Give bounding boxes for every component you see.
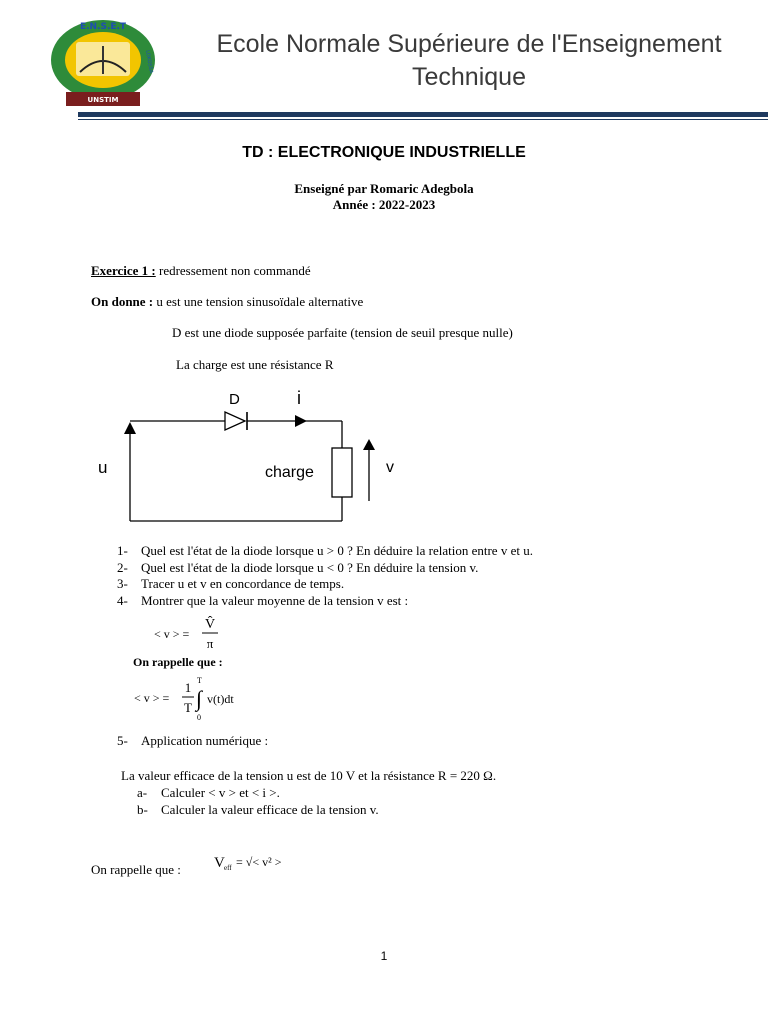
svg-text:= √< v² >: = √< v² > [236,855,282,869]
svg-text:V: V [214,855,225,871]
page-number: 1 [380,949,388,963]
mean-value-formula [150,612,240,654]
resistor-symbol [332,448,352,497]
enset-logo-icon [46,16,160,112]
final-reminder-label: On rappelle que : [91,862,181,877]
given-text-1: u est une tension sinusoïdale alternative [153,294,364,309]
given-line-1 [91,294,363,310]
question-item: 4- Montrer que la valeur moyenne de la tension v est : [117,592,409,608]
svg-text:1: 1 [184,680,192,695]
given-label: On donne : [91,294,154,309]
svg-text:v(t)dt: v(t)dt [207,692,234,706]
question-list [117,543,533,609]
svg-text:< v > =: < v > = [134,691,170,705]
current-arrow-icon [295,415,307,427]
label-u: u [98,458,108,477]
svg-text:eff: eff [224,864,232,872]
document-title: TD : ELECTRONIQUE INDUSTRIELLE [242,144,526,161]
label-charge: charge [265,464,314,481]
svg-text:T: T [184,700,192,715]
integral-formula [130,676,240,722]
logo-text-top: E.N.S.E.T [79,22,127,32]
svg-text:T: T [197,676,202,685]
rms-formula [210,850,310,874]
question-item: 1- Quel est l'état de la diode lorsque u > 0 ? En déduire la relation entre v et u. [117,543,533,558]
exercise-heading [91,263,311,279]
application-statement: La valeur efficace de la tension u est de 10 V et la résistance R = 220 Ω. [121,768,497,783]
svg-text:V̂: V̂ [204,617,216,632]
rectifier-circuit-diagram [90,384,430,529]
reminder-label: On rappelle que : [133,655,223,669]
v-arrow-icon [363,439,375,450]
svg-text:π: π [206,636,214,651]
question-item: 2- Quel est l'état de la diode lorsque u < 0 ? En déduire la tension v. [117,559,479,575]
application-heading: 5- Application numérique : [117,733,269,748]
svg-text:< v > =: < v > = [154,627,190,641]
exercise-topic: redressement non commandé [155,263,311,278]
question-item: 3- Tracer u et v en concordance de temps. [117,576,345,591]
label-v: v [386,459,394,476]
logo-text-bottom: UNSTIM [87,96,119,104]
given-text-2: D est une diode supposée parfaite (tension de seuil presque nulle) [172,325,513,340]
svg-text:0: 0 [197,713,201,722]
teacher-line: Enseigné par Romaric Adegbola [294,181,474,196]
label-D: D [229,391,240,408]
year-line: Année : 2022-2023 [332,197,436,212]
application-item-b: b- Calculer la valeur efficace de la tension v. [137,802,379,817]
exercise-label: Exercice 1 : [91,263,156,278]
u-arrow-icon [124,422,136,434]
label-i: i [297,388,301,408]
header-divider-thin [78,119,768,120]
logo-text-side: LOKOSSA [144,49,154,74]
application-item-a: a- Calculer < v > et < i >. [137,785,280,800]
given-text-3: La charge est une résistance R [176,357,334,372]
diode-symbol [225,412,247,430]
integral-sign-icon: ∫ [196,686,203,711]
school-title: Ecole Normale Supérieure de l'Enseignement Technique [216,30,722,91]
header-divider [78,112,768,117]
